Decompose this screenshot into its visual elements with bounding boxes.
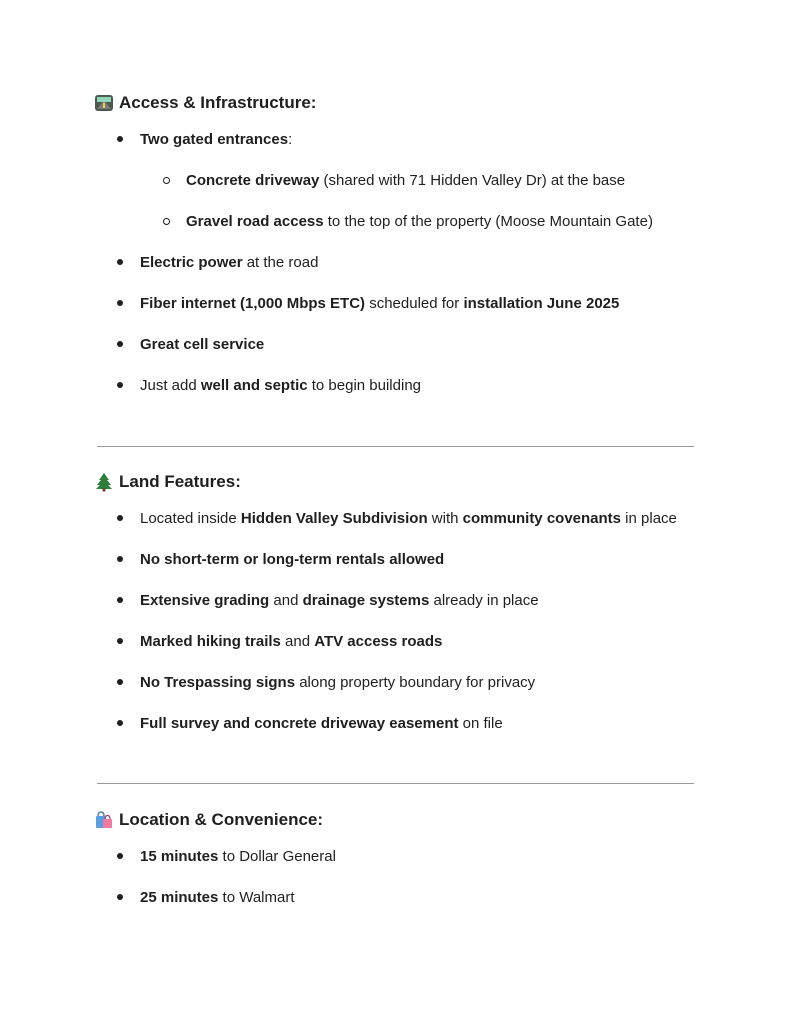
list-item [117, 508, 677, 530]
section-title: Location & Convenience: [119, 810, 324, 829]
disc-bullet [117, 293, 140, 315]
circle-bullet [163, 170, 186, 192]
text: and [269, 592, 303, 609]
shopping-bags-icon [94, 810, 114, 830]
list-item [117, 846, 336, 868]
text: with [427, 510, 463, 527]
bold-text: Electric power [140, 254, 243, 271]
text: already in place [429, 592, 539, 609]
bold-text: Full survey and concrete driveway easement [140, 715, 459, 732]
list-item [117, 129, 292, 151]
bold-text: Great cell service [140, 336, 265, 353]
text: on file [458, 715, 503, 732]
disc-bullet [117, 590, 140, 612]
disc-bullet [117, 508, 140, 530]
list-item [117, 631, 442, 653]
bold-text: No Trespassing signs [140, 674, 296, 691]
disc-bullet [117, 672, 140, 694]
bold-text: 15 minutes [140, 848, 219, 865]
text: to the top of the property (Moose Mountain Gate) [323, 213, 653, 230]
list-item [117, 334, 264, 356]
bold-text: ATV access roads [314, 633, 443, 650]
disc-bullet [117, 375, 140, 397]
list-item [117, 887, 295, 909]
bold-text: drainage systems [302, 592, 430, 609]
motorway-icon [94, 93, 114, 113]
text: Located inside [140, 510, 241, 527]
bold-text: Concrete driveway [186, 172, 320, 189]
disc-bullet [117, 713, 140, 735]
text: along property boundary for privacy [295, 674, 536, 691]
section-divider [97, 446, 694, 447]
disc-bullet [117, 549, 140, 571]
text: in place [621, 510, 677, 527]
text: scheduled for [365, 295, 464, 312]
list-item [117, 549, 444, 571]
text: to Dollar General [218, 848, 336, 865]
bold-text: Hidden Valley Subdivision [240, 510, 428, 527]
list-item [163, 211, 653, 233]
disc-bullet [117, 334, 140, 356]
bold-text: No short-term or long-term rentals allowed [140, 551, 445, 568]
list-item [117, 293, 619, 315]
text: at the road [242, 254, 319, 271]
section-title: Access & Infrastructure: [119, 93, 317, 112]
circle-bullet [163, 211, 186, 233]
evergreen-tree-icon [94, 472, 114, 492]
disc-bullet [117, 887, 140, 909]
section-heading-access [94, 91, 316, 115]
bold-text: Extensive grading [140, 592, 270, 609]
bold-text: Marked hiking trails [140, 633, 281, 650]
list-item [117, 375, 421, 397]
section-heading-land [94, 470, 241, 494]
bold-text: Gravel road access [186, 213, 324, 230]
text: (shared with 71 Hidden Valley Dr) at the base [319, 172, 626, 189]
section-title: Land Features: [119, 472, 241, 491]
list-item [163, 170, 625, 192]
list-item [117, 590, 539, 612]
disc-bullet [117, 129, 140, 151]
disc-bullet [117, 846, 140, 868]
list-item [117, 672, 535, 694]
text: to Walmart [218, 889, 295, 906]
bold-text: Two gated entrances [140, 131, 289, 148]
section-divider [97, 783, 694, 784]
bold-text: well and septic [200, 377, 308, 394]
text: and [280, 633, 315, 650]
bold-text: installation June 2025 [463, 295, 620, 312]
bold-text: community covenants [462, 510, 622, 527]
list-item [117, 713, 503, 735]
text: : [288, 131, 293, 148]
disc-bullet [117, 252, 140, 274]
section-heading-location [94, 808, 323, 832]
text: Just add [140, 377, 201, 394]
text: to begin building [307, 377, 422, 394]
bold-text: 25 minutes [140, 889, 219, 906]
list-item [117, 252, 318, 274]
disc-bullet [117, 631, 140, 653]
bold-text: Fiber internet (1,000 Mbps ETC) [140, 295, 366, 312]
